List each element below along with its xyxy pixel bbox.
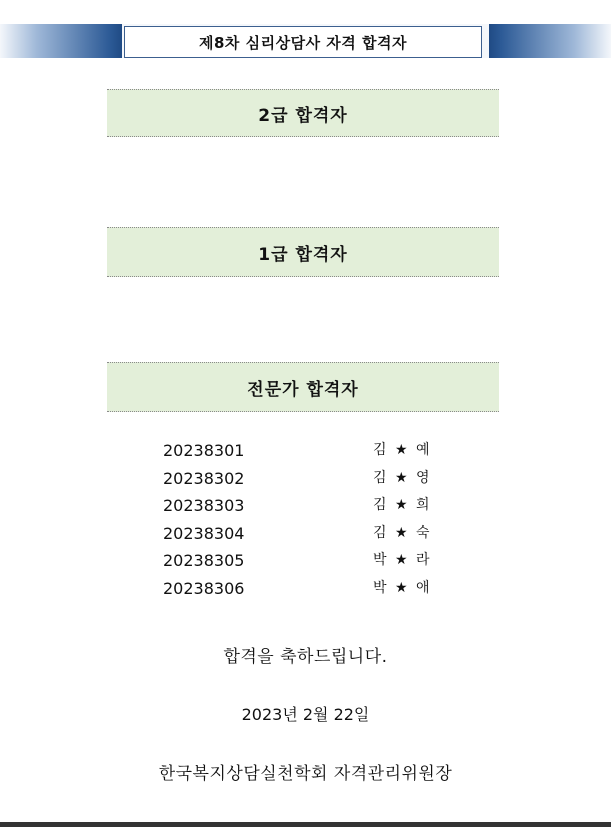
passer-name: 김 ★ 숙	[373, 524, 432, 541]
list-item	[163, 465, 443, 493]
passer-name: 박 ★ 라	[373, 552, 432, 569]
section-heading-level1: 1급 합격자	[107, 227, 499, 277]
bottom-border	[0, 822, 611, 827]
expert-passer-list	[163, 437, 443, 603]
list-item	[163, 437, 443, 465]
section-heading-level2: 2급 합격자	[107, 89, 499, 137]
passer-id: 20238305	[163, 551, 245, 571]
list-item	[163, 547, 443, 575]
passer-id: 20238304	[163, 523, 245, 543]
passer-name: 김 ★ 희	[373, 497, 432, 514]
passer-id: 20238301	[163, 441, 245, 460]
list-item	[163, 575, 443, 603]
list-item	[163, 520, 443, 548]
page-title: 제8차 심리상담사 자격 합격자	[124, 26, 482, 58]
issuer-signature: 한국복지상담실천학회 자격관리위원장	[158, 764, 453, 784]
passer-id: 20238306	[163, 578, 245, 598]
section-heading-expert: 전문가 합격자	[107, 362, 499, 412]
passer-name: 박 ★ 애	[373, 579, 432, 596]
list-item	[163, 492, 443, 520]
congratulations-text: 합격을 축하드립니다.	[223, 647, 388, 667]
passer-id: 20238302	[163, 468, 245, 488]
passer-name: 김 ★ 영	[373, 469, 432, 486]
issue-date: 2023년 2월 22일	[241, 705, 370, 724]
passer-name: 김 ★ 예	[373, 442, 432, 458]
passer-id: 20238303	[163, 496, 245, 516]
